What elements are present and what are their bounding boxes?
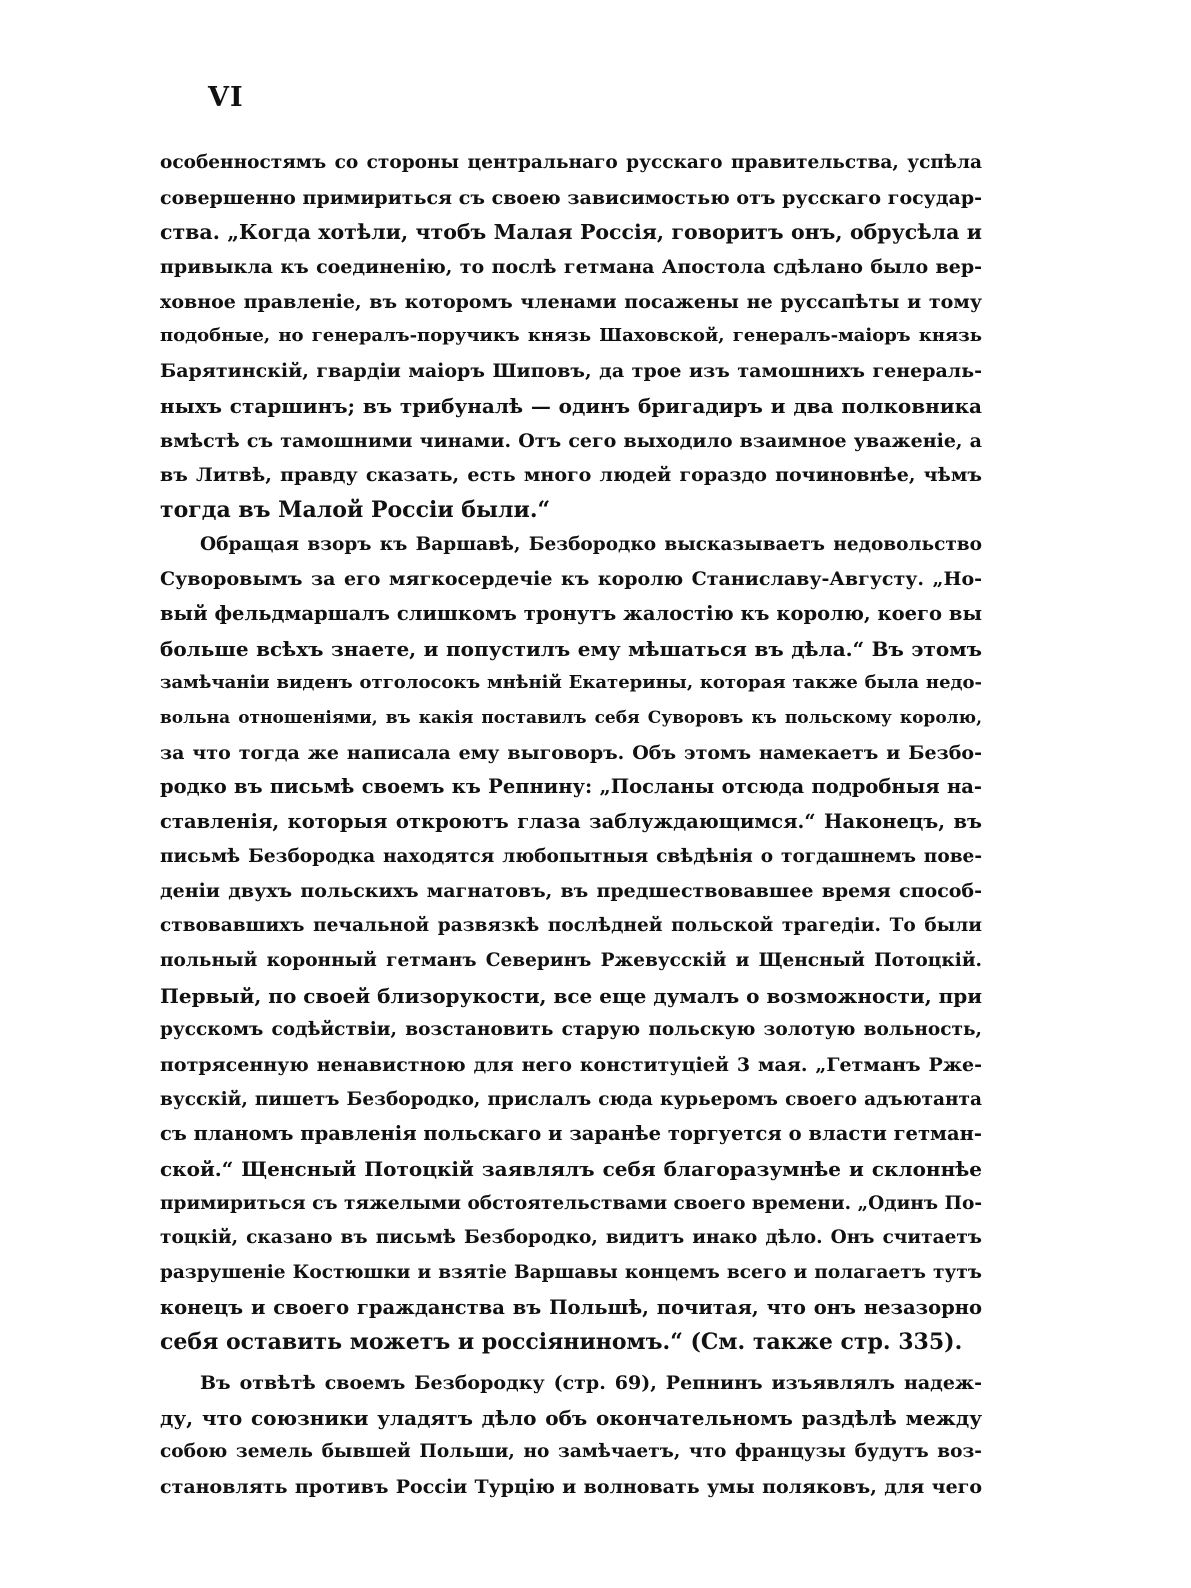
text-line: деніи двухъ польскихъ магнатовъ, въ предшествовавшее время способ- xyxy=(160,880,982,903)
text-line: ствовавшихъ печальной развязкѣ послѣдней польской трагедіи. То были xyxy=(160,915,982,937)
text-line: особенностямъ со стороны центральнаго русскаго правительства, успѣла xyxy=(160,152,982,173)
text-line: подобные, но генералъ-поручикъ князь Шаховской, генералъ-маіоръ князь xyxy=(160,325,982,347)
text-line: вый фельдмаршалъ слишкомъ тронутъ жалостію къ королю, коего вы xyxy=(160,601,982,625)
text-line: становлять противъ Россіи Турцію и волновать умы поляковъ, для чего xyxy=(160,1476,982,1499)
text-line: родко въ письмѣ своемъ къ Репнину: „Посланы отсюда подробныя на- xyxy=(160,775,982,799)
paragraph xyxy=(160,1366,982,1505)
paragraph xyxy=(160,146,982,528)
text-line: собою земель бывшей Польши, но замѣчаетъ, что французы будутъ воз- xyxy=(160,1441,982,1463)
text-line: съ планомъ правленія польскаго и заранѣе торгуется о власти гетман- xyxy=(160,1122,982,1146)
text-line: ской.“ Щенсный Потоцкій заявлялъ себя благоразумнѣе и склоннѣе xyxy=(160,1156,982,1181)
text-line: ства. „Когда хотѣли, чтобъ Малая Россія, говоритъ онъ, обрусѣла и xyxy=(160,220,982,245)
text-line: за что тогда же написала ему выговоръ. Объ этомъ намекаетъ и Безбо- xyxy=(160,741,982,764)
text-line: совершенно примириться съ своею зависимостью отъ русскаго государ- xyxy=(160,186,982,209)
text-line: замѣчаніи виденъ отголосокъ мнѣній Екатерины, которая также была недо- xyxy=(160,672,982,694)
text-line: ду, что союзники уладятъ дѣло объ окончательномъ раздѣлѣ между xyxy=(160,1405,982,1430)
text-line: потрясенную ненавистною для него конституціей 3 мая. „Гетманъ Рже- xyxy=(160,1053,982,1076)
text-line: больше всѣхъ знаете, и попустилъ ему мѣшаться въ дѣла.“ Въ этомъ xyxy=(160,636,982,661)
text-line: конецъ и своего гражданства въ Польшѣ, почитая, что онъ незазорно xyxy=(160,1295,982,1319)
text-line: въ Литвѣ, правду сказать, есть много людей гораздо починовнѣе, чѣмъ xyxy=(160,464,982,487)
text-line: вмѣстѣ съ тамошними чинами. Отъ сего выходило взаимное уваженіе, а xyxy=(160,429,982,452)
text-line: вольна отношеніями, въ какія поставилъ себя Суворовъ къ польскому королю, xyxy=(160,708,982,728)
text-line: примириться съ тяжелыми обстоятельствами своего времени. „Одинъ По- xyxy=(160,1192,982,1214)
text-line: вусскій, пишетъ Безбородко, прислалъ сюда курьеромъ своего адъютанта xyxy=(160,1088,982,1110)
text-line: тогда въ Малой Россіи были.“ xyxy=(160,496,551,523)
text-line: Обращая взоръ къ Варшавѣ, Безбородко высказываетъ недовольство xyxy=(200,533,982,555)
text-line: русскомъ содѣйствіи, возстановить старую польскую золотую вольность, xyxy=(160,1019,982,1041)
text-line: Суворовымъ за его мягкосердечіе къ королю Станиславу-Августу. „Но- xyxy=(160,568,982,591)
page-number: VI xyxy=(208,82,244,113)
body-text xyxy=(160,146,982,1505)
text-line: ховное правленіе, въ которомъ членами посажены не руссапѣты и тому xyxy=(160,290,982,313)
text-line: польный коронный гетманъ Северинъ Ржевусскій и Щенсный Потоцкій. xyxy=(160,949,982,971)
text-line: письмѣ Безбородка находятся любопытныя свѣдѣнія о тогдашнемъ пове- xyxy=(160,845,982,867)
text-line: себя оставить можетъ и россіяниномъ.“ (См. также стр. 335). xyxy=(160,1329,963,1356)
text-line: Первый, по своей близорукости, все еще думалъ о возможности, при xyxy=(160,983,982,1008)
text-line: разрушеніе Костюшки и взятіе Варшавы концемъ всего и полагаетъ тутъ xyxy=(160,1262,982,1283)
text-line: ныхъ старшинъ; въ трибуналѣ — одинъ бригадиръ и два полковника xyxy=(160,393,982,418)
text-line: Барятинскій, гвардіи маіоръ Шиповъ, да трое изъ тамошнихъ генераль- xyxy=(160,360,982,383)
text-line: Въ отвѣтѣ своемъ Безбородку (стр. 69), Репнинъ изъявлялъ надеж- xyxy=(200,1372,982,1395)
paragraph xyxy=(160,528,982,1361)
text-line: тоцкій, сказано въ письмѣ Безбородко, видитъ инако дѣло. Онъ считаетъ xyxy=(160,1227,982,1249)
text-line: ставленія, которыя откроютъ глаза заблуждающимся.“ Наконецъ, въ xyxy=(160,810,982,834)
text-line: привыкла къ соединенію, то послѣ гетмана Апостола сдѣлано было вер- xyxy=(160,256,982,279)
